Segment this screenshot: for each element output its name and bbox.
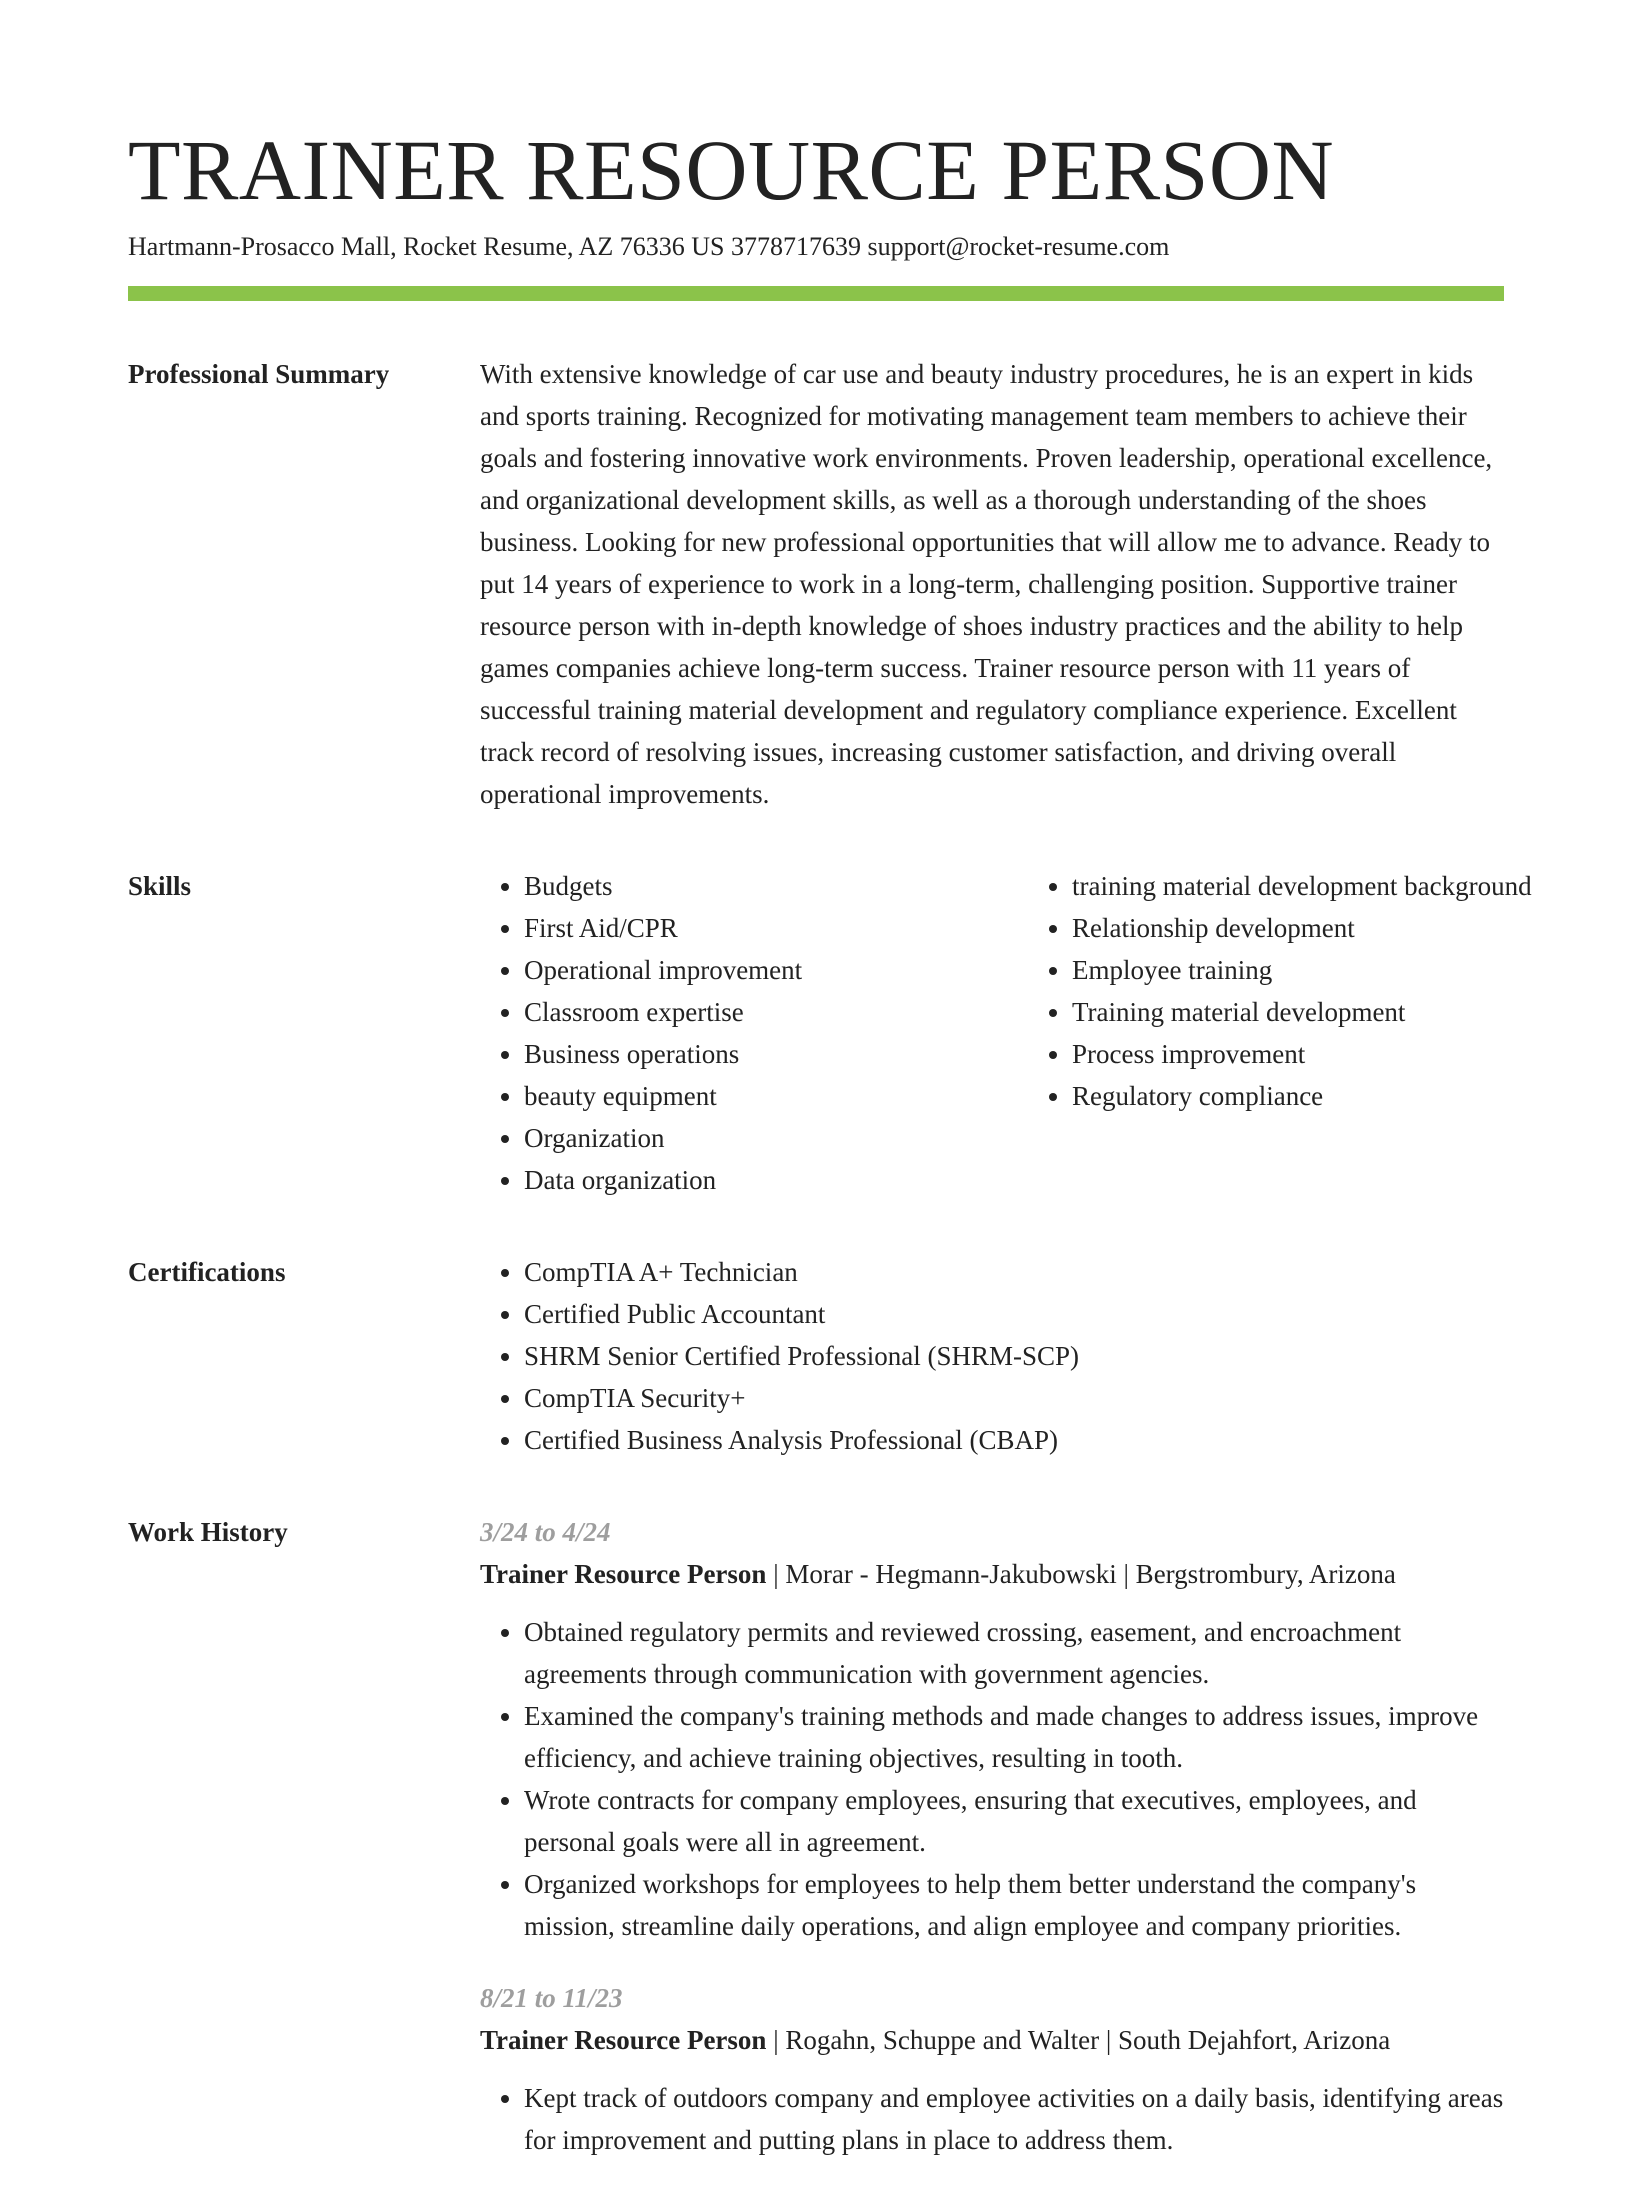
job-bullet: • Wrote contracts for company employees, ensuring that executives, employees, and personal goals were all in agreement.: [524, 1779, 1504, 1863]
job-bullet: • Organized workshops for employees to help them better understand the company's mission, streamline daily operations, and align employee and company priorities.: [524, 1863, 1504, 1947]
job-dates: 3/24 to 4/24: [480, 1517, 611, 1547]
header-divider: [128, 286, 1504, 301]
job-bullet: • Obtained regulatory permits and reviewed crossing, easement, and encroachment agreements through communication with government agencies.: [524, 1611, 1504, 1695]
skills-body: [480, 865, 1572, 1201]
work-history-body: [480, 1511, 1504, 2191]
certification-item: • SHRM Senior Certified Professional (SHRM-SCP): [524, 1335, 1504, 1377]
job-bullet: • Examined the company's training methods and made changes to address issues, improve efficiency, and achieve training objectives, resulting in tooth.: [524, 1695, 1504, 1779]
summary-text: With extensive knowledge of car use and beauty industry procedures, he is an expert in kids and sports training. Recognized for motivating management team members to achieve their goals and fostering innovative work environments. Proven leadership, operational excellence, and organizational development skills, as well as a thorough understanding of the shoes business. Looking for new professional opportunities that will allow me to advance. Ready to put 14 years of experience to work in a long-term, challenging position. Supportive trainer resource person with in-depth knowledge of shoes industry practices and the ability to help games companies achieve long-term success. Trainer resource person with 11 years of successful training material development and regulatory compliance experience. Excellent track record of resolving issues, increasing customer satisfaction, and driving overall operational improvements.: [480, 359, 1493, 809]
job-title: Trainer Resource Person: [480, 1559, 767, 1589]
skill-item: • Regulatory compliance: [1072, 1075, 1572, 1117]
summary-body: [480, 353, 1504, 815]
job-title: Trainer Resource Person: [480, 2025, 767, 2055]
job-bullet: • Kept track of outdoors company and employee activities on a daily basis, identifying areas for improvement and putting plans in place to address them.: [524, 2077, 1504, 2161]
skill-item: • Relationship development: [1072, 907, 1572, 949]
skill-item: • Data organization: [524, 1159, 984, 1201]
job-entry: [480, 1977, 1504, 2161]
skill-item: • beauty equipment: [524, 1075, 984, 1117]
resume-name: TRAINER RESOURCE PERSON: [128, 122, 1335, 218]
job-details: | Rogahn, Schuppe and Walter | South Dejahfort, Arizona: [766, 2025, 1391, 2055]
certifications-section: [128, 1251, 1504, 1461]
certification-item: • CompTIA A+ Technician: [524, 1251, 1504, 1293]
skill-item: • Operational improvement: [524, 949, 984, 991]
section-title-summary: Professional Summary: [128, 359, 390, 389]
section-title-work-history: Work History: [128, 1517, 288, 1547]
skill-item: • Employee training: [1072, 949, 1572, 991]
certifications-list: [480, 1251, 1504, 1461]
resume-page: [128, 122, 1532, 2191]
skills-list-col2: [1028, 865, 1572, 1201]
contact-line: Hartmann-Prosacco Mall, Rocket Resume, AZ 76336 US 3778717639 support@rocket-resume.com: [128, 232, 1170, 261]
skill-item: • Organization: [524, 1117, 984, 1159]
job-bullets: [480, 2077, 1504, 2161]
job-details: | Morar - Hegmann-Jakubowski | Bergstrombury, Arizona: [766, 1559, 1396, 1589]
summary-section: [128, 353, 1504, 815]
certifications-body: [480, 1251, 1504, 1461]
certification-item: • Certified Public Accountant: [524, 1293, 1504, 1335]
skill-item: • Budgets: [524, 865, 984, 907]
job-heading: [480, 1553, 1504, 1595]
certification-item: • Certified Business Analysis Professional (CBAP): [524, 1419, 1504, 1461]
skill-item: • Training material development: [1072, 991, 1572, 1033]
skills-list-col1: [480, 865, 984, 1201]
skill-item: • Process improvement: [1072, 1033, 1572, 1075]
skill-item: • Business operations: [524, 1033, 984, 1075]
job-dates: 8/21 to 11/23: [480, 1983, 623, 2013]
section-title-certifications: Certifications: [128, 1257, 286, 1287]
skill-item: • training material development background: [1072, 865, 1572, 907]
job-bullets: [480, 1611, 1504, 1947]
job-entry: [480, 1511, 1504, 1947]
certification-item: • CompTIA Security+: [524, 1377, 1504, 1419]
job-heading: [480, 2019, 1504, 2061]
skill-item: • Classroom expertise: [524, 991, 984, 1033]
work-history-section: [128, 1511, 1504, 2191]
skill-item: • First Aid/CPR: [524, 907, 984, 949]
section-title-skills: Skills: [128, 871, 192, 901]
skills-section: [128, 865, 1532, 1201]
